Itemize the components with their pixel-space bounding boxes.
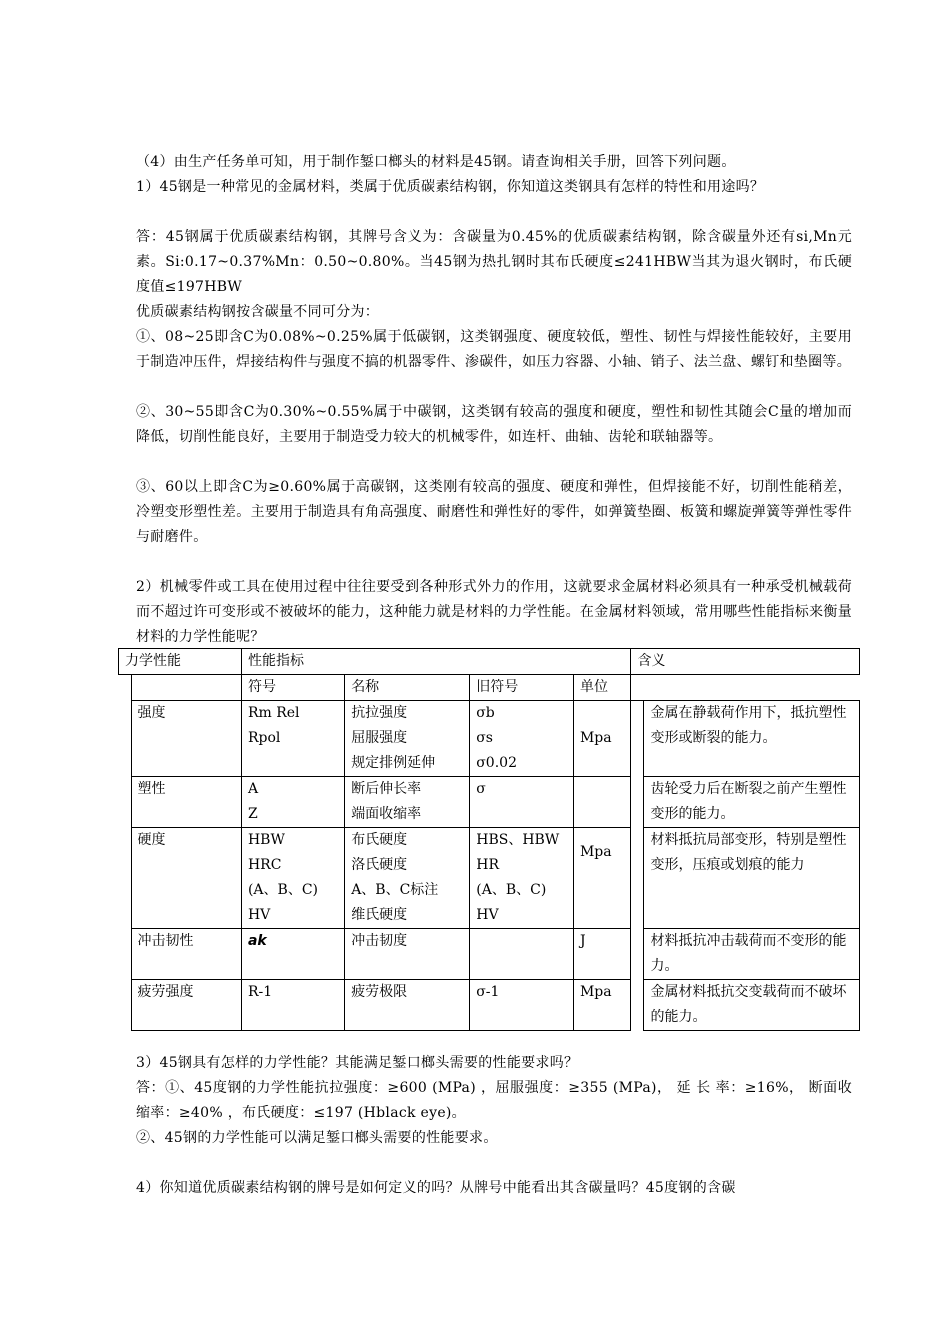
high-carbon-item: ③、60以上即含C为≥0.60%属于高碳钢，这类刚有较高的强度、硬度和弹性，但焊接能不好，切削性能稍差，冷塑变形塑性差。主要用于制造具有角高强度、耐磨性和弹性好的零件，如弹簧垫圈、板簧和螺旋弹簧等弹性零件与耐磨件。 — [136, 479, 852, 545]
question-4: 4）你知道优质碳素结构钢的牌号是如何定义的吗？从牌号中能看出其含碳量吗？45度钢的含碳 — [136, 1180, 736, 1196]
answer-3-part1: 答：①、45度钢的力学性能抗拉强度：≥600 (MPa) ，屈服强度：≥355 (MPa)， 延 长 率：≥16%， 断面收缩率：≥40% ，布氏硬度：≤197 (Hblack eye)。 — [136, 1080, 852, 1121]
low-carbon-item: ①、08~25即含C为0.08%~0.25%属于低碳钢，这类钢强度、硬度较低，塑性、韧性与焊接性能较好，主要用于制造冲压件，焊接结构件与强度不搞的机器零件、渗碳件，如压力容器、小轴、销子、法兰盘、螺钉和垫圈等。 — [136, 329, 852, 370]
answer-1: 答：45钢属于优质碳素结构钢，其牌号含义为：含碳量为0.45%的优质碳素结构钢，除含碳量外还有si,Mn元素。Si:0.17~0.37%Mn：0.50~0.80%。当45钢为热扎钢时其布氏硬度≤241HBW当其为退火钢时，布氏硬度值≤197HBW — [136, 229, 852, 295]
classify-text: 优质碳素结构钢按含碳量不同可分为： — [136, 304, 380, 320]
table-row: 冲击韧性 ak 冲击韧度 J 材料抵抗冲击载荷而不变形的能力。 — [119, 929, 860, 980]
q4-intro: （4）由生产任务单可知，用于制作錾口榔头的材料是45钢。请查询相关手册，回答下列问题。 — [136, 154, 736, 170]
medium-carbon-item: ②、30~55即含C为0.30%~0.55%属于中碳钢，这类钢有较高的强度和硬度，塑性和韧性其随会C量的增加而降低，切削性能良好，主要用于制造受力较大的机械零件，如连杆、曲轴、齿轮和联轴器等。 — [136, 404, 852, 445]
question-1: 1）45钢是一种常见的金属材料，类属于优质碳素结构钢，你知道这类钢具有怎样的特性和用途吗？ — [136, 179, 765, 195]
header-property: 力学性能 — [119, 649, 242, 675]
answer-3-part2: ②、45钢的力学性能可以满足錾口榔头需要的性能要求。 — [136, 1130, 498, 1146]
table-row: 硬度 HBW HRC (A、B、C) HV 布氏硬度 洛氏硬度 A、B、C标注 维氏硬度 HBS、HBW HR (A、B、C) HV Mpa 材料抵抗局部变形，特别是塑性变形，压痕或划痕的能力 — [119, 828, 860, 929]
table-header-row — [119, 649, 860, 675]
table-subheader-row — [119, 675, 860, 701]
header-index: 性能指标 — [241, 649, 631, 675]
question-3: 3）45钢具有怎样的力学性能？其能满足錾口榔头需要的性能要求吗？ — [136, 1055, 579, 1071]
header-unit: 单位 — [573, 675, 631, 701]
header-old-symbol: 旧符号 — [470, 675, 574, 701]
question-2: 2）机械零件或工具在使用过程中往往要受到各种形式外力的作用，这就要求金属材料必须具有一种承受机械载荷而不超过许可变形或不被破坏的能力，这种能力就是材料的力学性能。在金属材料领域，常用哪些性能指标来衡量材料的力学性能呢？ — [136, 579, 852, 645]
header-symbol: 符号 — [241, 675, 344, 701]
header-name: 名称 — [345, 675, 470, 701]
mechanical-properties-table — [118, 648, 860, 1031]
table-row: 疲劳强度 R-1 疲劳极限 σ-1 Mpa 金属材料抵抗交变载荷而不破坏的能力。 — [119, 980, 860, 1031]
table-row: 塑性 A Z 断后伸长率 端面收缩率 σ 齿轮受力后在断裂之前产生塑性变形的能力。 — [119, 777, 860, 828]
header-meaning: 含义 — [631, 649, 860, 675]
table-row: 强度 Rm Rel Rpol 抗拉强度 屈服强度 规定排例延伸 σb σs σ0.02 Mpa 金属在静载荷作用下，抵抗塑性变形或断裂的能力。 — [119, 701, 860, 777]
